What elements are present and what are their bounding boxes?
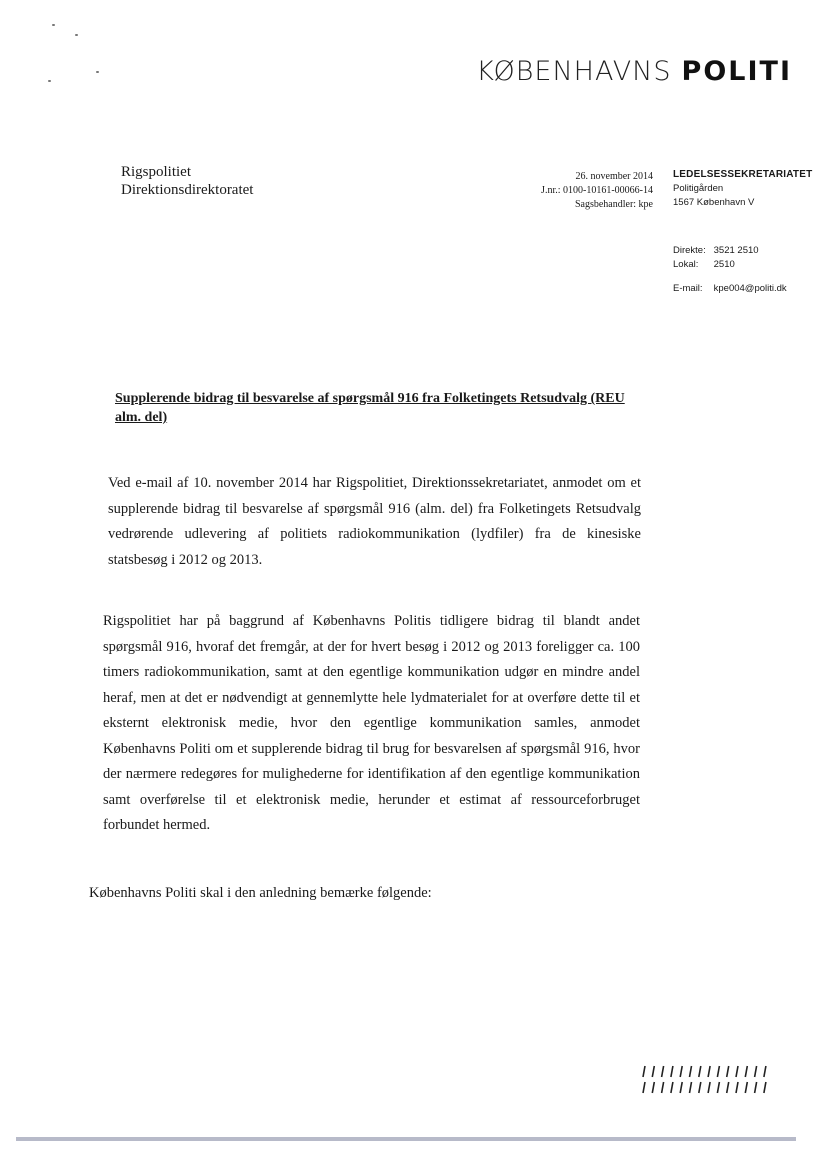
page-mark — [680, 1082, 682, 1093]
page-mark — [662, 1082, 664, 1093]
page-mark — [764, 1066, 766, 1077]
page-mark — [736, 1066, 738, 1077]
recipient-line: Rigspolitiet — [121, 164, 192, 180]
email-value: kpe004@politi.dk — [713, 283, 787, 294]
local-label: Lokal: — [673, 259, 699, 270]
police-logo — [476, 56, 792, 87]
page-mark — [717, 1082, 719, 1093]
page-mark — [699, 1082, 701, 1093]
page-mark — [662, 1066, 664, 1077]
email-line — [673, 282, 812, 296]
page-mark — [643, 1082, 645, 1093]
letter-date: 26. november 2014 — [575, 171, 653, 182]
page-mark — [699, 1066, 701, 1077]
department-block — [673, 168, 812, 296]
page-mark — [727, 1082, 729, 1093]
page-mark — [736, 1082, 738, 1093]
page-mark — [680, 1066, 682, 1077]
page-mark — [717, 1066, 719, 1077]
body-paragraph-3: Københavns Politi skal i den anledning bemærke følgende: — [89, 885, 432, 901]
letter-subject: Supplerende bidrag til besvarelse af spørgsmål 916 fra Folketingets Retsudvalg (REU alm. del) — [115, 391, 625, 425]
page-mark — [708, 1082, 710, 1093]
page-mark — [652, 1082, 654, 1093]
body-paragraph-2: Rigspolitiet har på baggrund af Københavns Politis tidligere bidrag til blandt andet spørgsmål 916, hvoraf det fremgår, at der for hvert besøg i 2012 og 2013 foreligger ca. 100 timers radiokommunikation, samt at den egentlige kommunikation udgør en mindre andel heraf, men at det er nødvendigt at gennemlytte hele lydmaterialet for at overføre dette til et eksternt elektronisk medie, hvor den egentlige kommunikation samles, anmodet Københavns Politi om et supplerende bidrag til brug for besvarelsen af spørgsmål 916, hvor der nærmere redegøres for mulighederne for identifikation af den egentlige kommunikation samt overførelse til et elektronisk medie, herunder et estimat af ressourceforbruget forbundet hermed. — [103, 613, 640, 833]
department-name: LEDELSESSEKRETARIATET — [673, 169, 813, 180]
logo-city: KØBENHAVNS — [476, 56, 672, 87]
scan-speck — [48, 80, 51, 82]
department-postcode: 1567 København V — [673, 197, 755, 208]
page-mark — [755, 1066, 757, 1077]
direct-phone — [673, 244, 812, 258]
page-mark — [727, 1066, 729, 1077]
direct-value: 3521 2510 — [713, 245, 759, 256]
local-value: 2510 — [713, 259, 735, 270]
email-label: E-mail: — [673, 283, 703, 294]
page-mark — [671, 1066, 673, 1077]
case-handler: Sagsbehandler: kpe — [574, 199, 653, 210]
department-address: Politigården — [673, 183, 724, 194]
page-mark — [745, 1082, 747, 1093]
logo-politi: POLITI — [681, 56, 792, 87]
local-phone — [673, 258, 812, 272]
journal-number: J.nr.: 0100-10161-00066-14 — [541, 185, 653, 196]
page-mark — [643, 1066, 645, 1077]
letter-meta — [500, 170, 653, 212]
page-marks-icon — [639, 1063, 774, 1097]
body-paragraph-1: Ved e-mail af 10. november 2014 har Rigspolitiet, Direktionssekretariatet, anmodet om et supplerende bidrag til besvarelse af spørgsmål 916 (alm. del) fra Folketingets Retsudvalg vedrørende udlevering af politiets radiokommunikation (lydfiler) fra de kinesiske statsbesøg i 2012 og 2013. — [108, 475, 641, 568]
scan-speck — [96, 71, 99, 73]
page-mark — [690, 1066, 692, 1077]
page-mark — [755, 1082, 757, 1093]
page-mark — [671, 1082, 673, 1093]
recipient-block — [121, 163, 253, 199]
recipient-line: Direktionsdirektoratet — [121, 182, 254, 198]
footer-rule — [16, 1137, 796, 1141]
page-mark — [690, 1082, 692, 1093]
page-mark — [764, 1082, 766, 1093]
direct-label: Direkte: — [673, 245, 706, 256]
page-mark — [708, 1066, 710, 1077]
page-mark — [745, 1066, 747, 1077]
page-mark — [652, 1066, 654, 1077]
scan-speck — [75, 34, 78, 36]
scan-speck — [52, 24, 55, 26]
